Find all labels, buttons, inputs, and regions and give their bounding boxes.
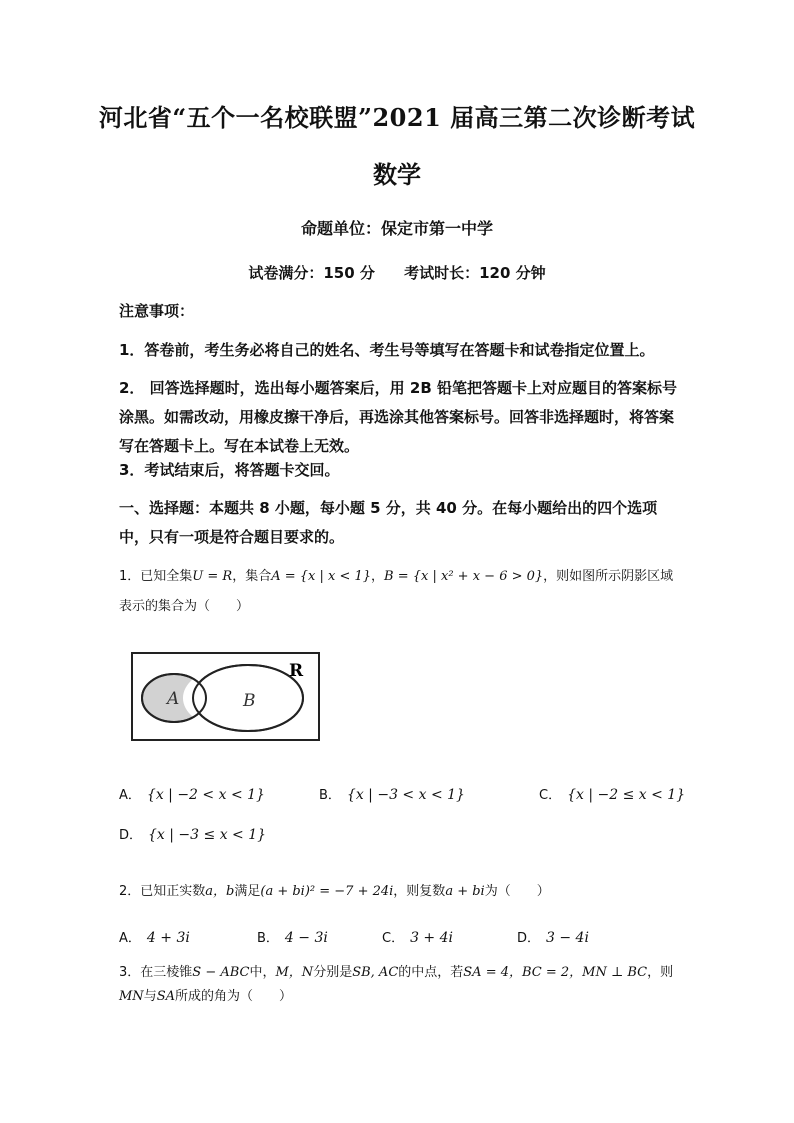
q1-option-a[interactable]: A． {x | −2 < x < 1}	[119, 787, 265, 803]
section-heading: 一、选择题：本题共 8 小题，每小题 5 分，共 40 分。在每小题给出的四个选项中，只有一项是符合题目要求的。	[119, 499, 658, 546]
q1-option-d[interactable]: D． {x | −3 ≤ x < 1}	[119, 827, 267, 843]
exam-meta	[0, 262, 794, 283]
set-a-label: A	[167, 689, 180, 709]
question-3: 3．在三棱锥S − ABC中，M，N分别是SB, AC的中点，若SA = 4，BC = 2，MN ⊥ BC，则MN与SA所成的角为（ ）	[119, 965, 674, 1004]
exam-title: 河北省“五个一名校联盟”2021 届高三第二次诊断考试	[98, 103, 696, 132]
universe-label: R	[289, 661, 304, 681]
full-score: 试卷满分：150 分	[248, 264, 375, 282]
q2-option-d[interactable]: D． 3 − 4i	[517, 930, 589, 946]
note-1: 1．答卷前，考生务必将自己的姓名、考生号等填写在答题卡和试卷指定位置上。	[119, 341, 655, 359]
q2-option-c[interactable]: C． 3 + 4i	[382, 930, 454, 946]
exam-subject: 数学	[373, 160, 421, 189]
q2-option-a[interactable]: A． 4 + 3i	[119, 930, 190, 946]
venn-diagram	[131, 652, 321, 742]
note-2: 2． 回答选择题时，选出每小题答案后，用 2B 铅笔把答题卡上对应题目的答案标号涂黑。如需改动，用橡皮擦干净后，再选涂其他答案标号。回答非选择题时，将答案写在答题卡上。写在本试卷上无效。	[119, 379, 677, 455]
duration: 考试时长：120 分钟	[404, 264, 546, 282]
question-2: 2．已知正实数a，b满足(a + bi)² = −7 + 24i，则复数a + bi为（ ）	[119, 884, 550, 899]
q2-option-b[interactable]: B． 4 − 3i	[257, 930, 328, 946]
q1-option-b[interactable]: B． {x | −3 < x < 1}	[319, 787, 465, 803]
note-3: 3．考试结束后，将答题卡交回。	[119, 461, 340, 479]
notes-heading: 注意事项：	[119, 302, 195, 320]
question-1: 1．已知全集U = R，集合A = {x | x < 1}，B = {x | x² + x − 6 > 0}，则如图所示阴影区域表示的集合为（ ）	[119, 569, 674, 614]
q1-option-c[interactable]: C． {x | −2 ≤ x < 1}	[539, 787, 686, 803]
set-b-label: B	[243, 691, 256, 711]
exam-unit: 命题单位：保定市第一中学	[300, 219, 493, 238]
